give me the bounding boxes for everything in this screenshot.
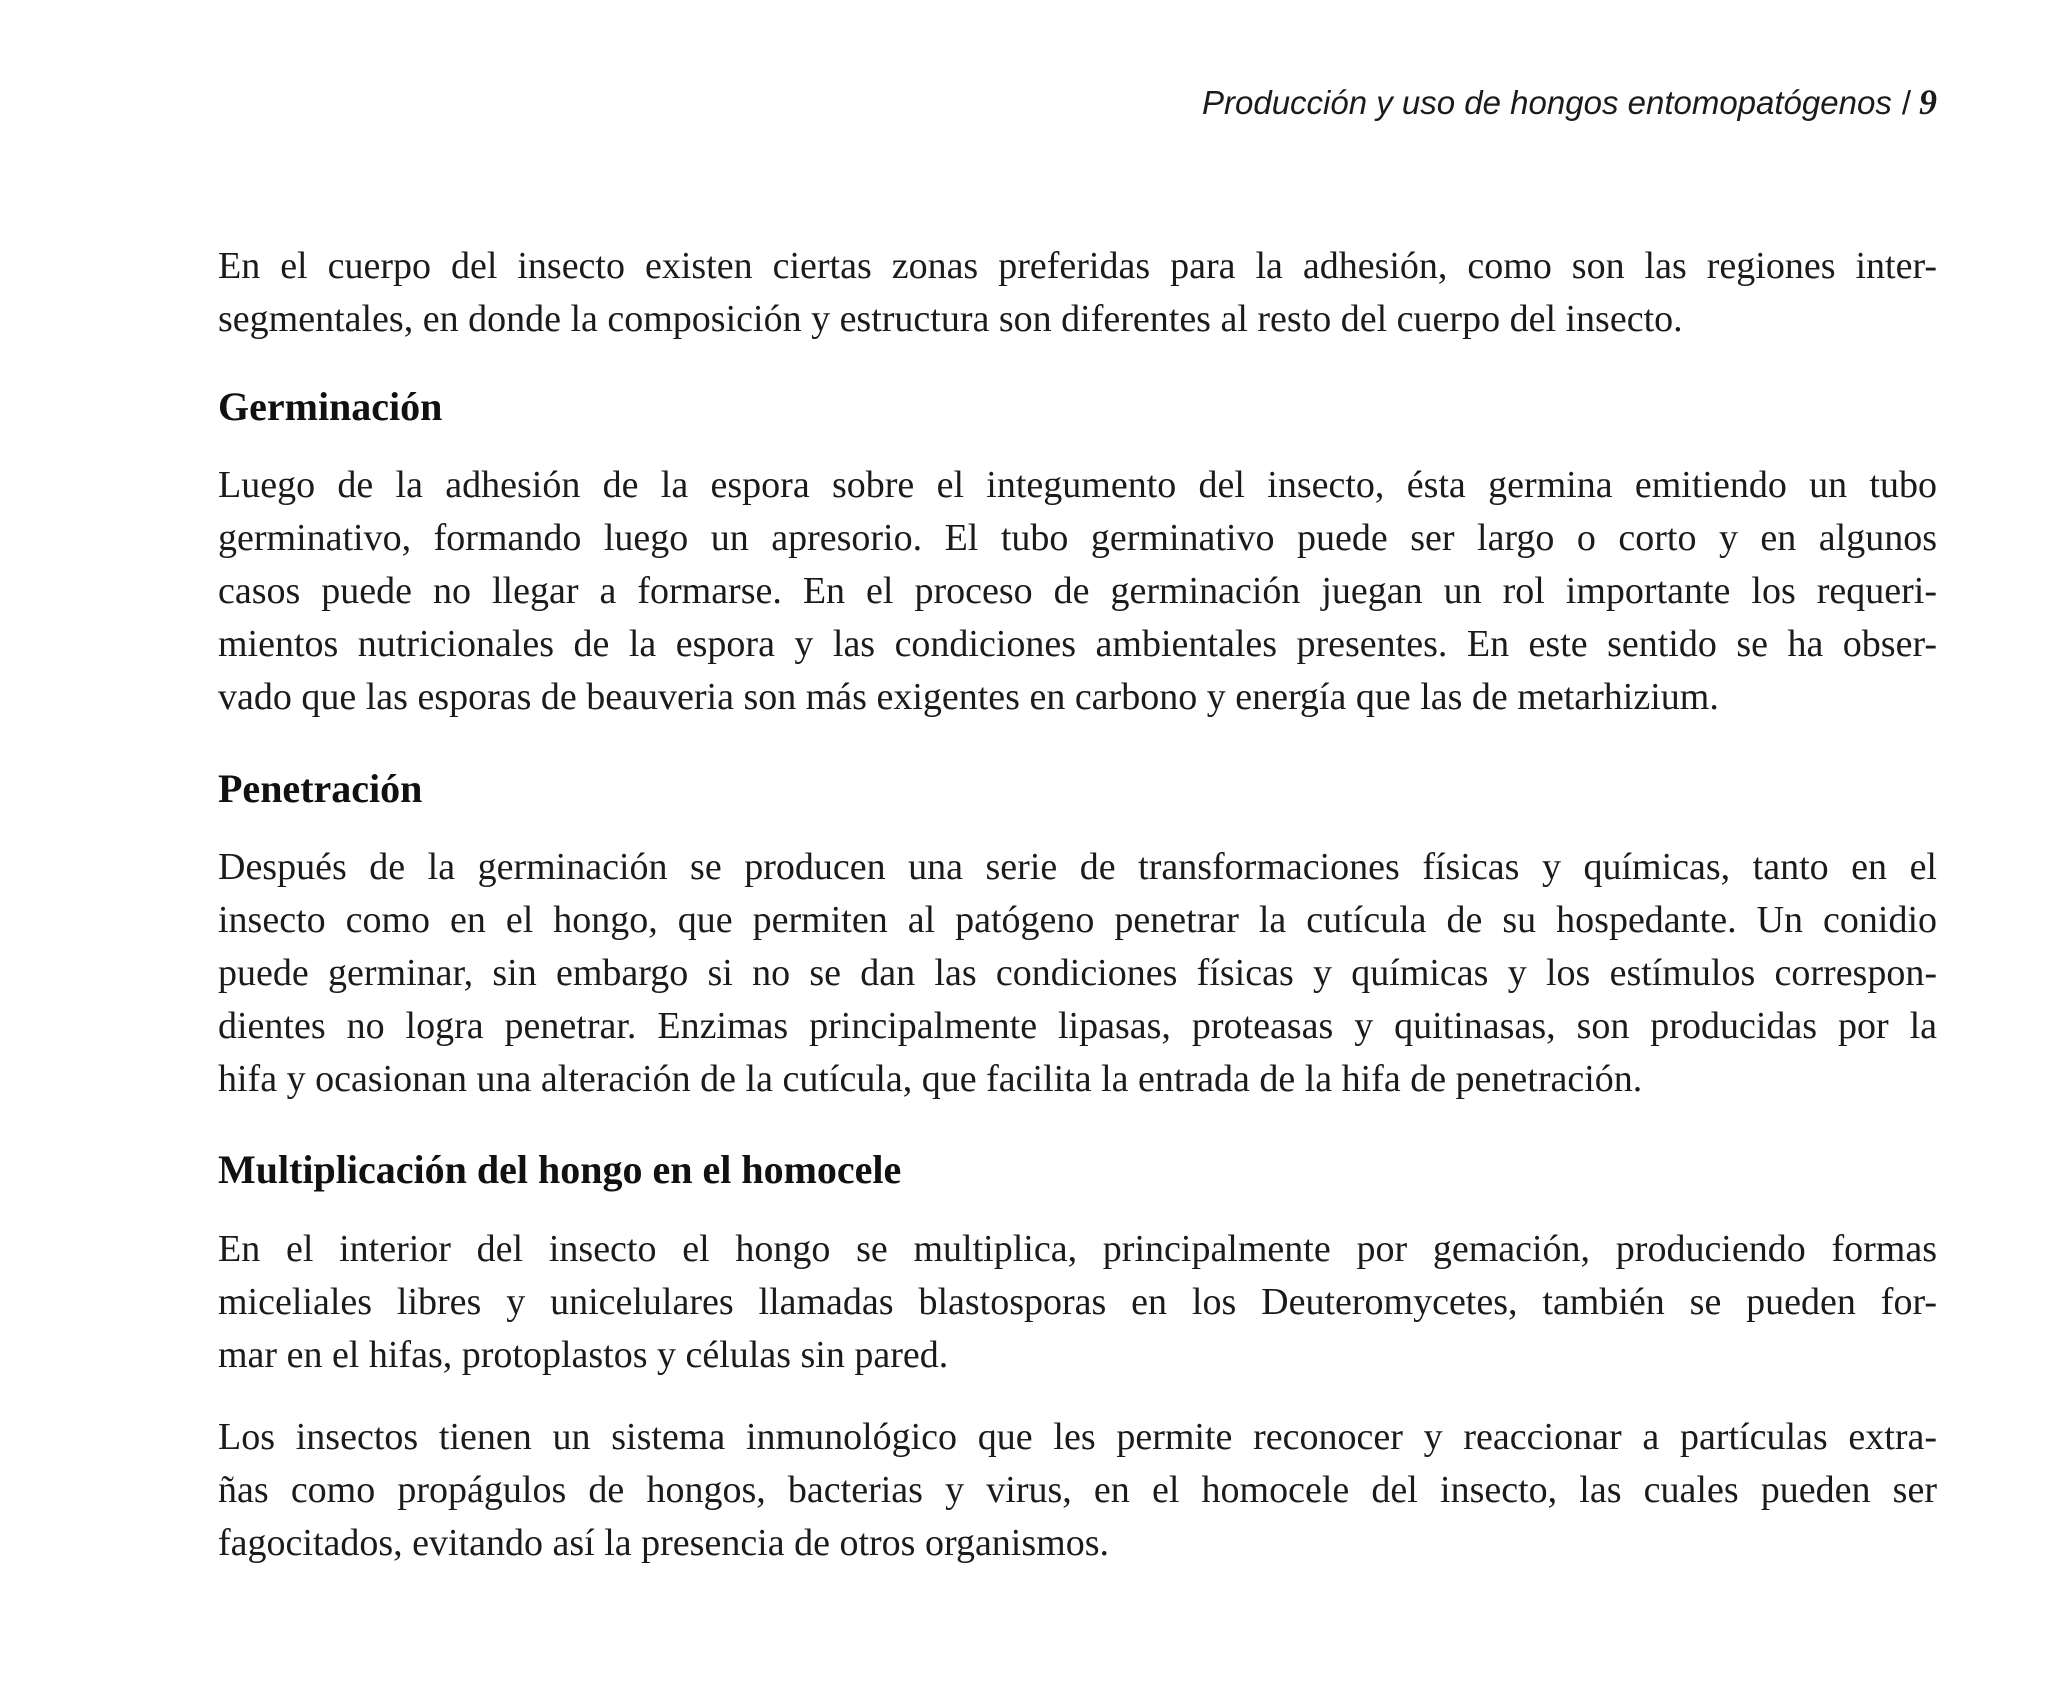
- text-line: segmentales, en donde la composición y estructura son diferentes al resto del cuerpo del insecto.: [218, 298, 1683, 340]
- header-separator: /: [1901, 84, 1911, 121]
- text-line: casos puede no llegar a formarse. En el proceso de germinación juegan un rol importante los requeri-: [218, 570, 1937, 612]
- section-heading: Penetración: [218, 766, 423, 811]
- running-title: Producción y uso de hongos entomopatógenos: [1202, 84, 1892, 121]
- text-line: ñas como propágulos de hongos, bacterias y virus, en el homocele del insecto, las cuales pueden ser: [218, 1469, 1937, 1511]
- section-heading: Germinación: [218, 384, 443, 429]
- germinacion-paragraph: [218, 459, 1937, 724]
- text-line: dientes no logra penetrar. Enzimas principalmente lipasas, proteasas y quitinasas, son producidas por la: [218, 1005, 1937, 1047]
- text-line: Los insectos tienen un sistema inmunológico que les permite reconocer y reaccionar a partículas extra-: [218, 1416, 1937, 1458]
- multiplicacion-paragraph-1: [218, 1223, 1937, 1382]
- section-heading: Multiplicación del hongo en el homocele: [218, 1147, 902, 1192]
- text-line: mientos nutricionales de la espora y las condiciones ambientales presentes. En este sentido se ha obser-: [218, 623, 1937, 665]
- text-line: germinativo, formando luego un apresorio. El tubo germinativo puede ser largo o corto y en algunos: [218, 517, 1937, 559]
- section-heading-penetracion: [218, 762, 1937, 816]
- text-line: Luego de la adhesión de la espora sobre el integumento del insecto, ésta germina emitiendo un tubo: [218, 464, 1937, 506]
- intro-paragraph: [218, 240, 1937, 346]
- multiplicacion-paragraph-2: [218, 1411, 1937, 1570]
- text-line: miceliales libres y unicelulares llamadas blastosporas en los Deuteromycetes, también se pueden for-: [218, 1281, 1937, 1323]
- penetracion-paragraph: [218, 841, 1937, 1106]
- page-number: 9: [1919, 82, 1937, 122]
- text-line: puede germinar, sin embargo si no se dan las condiciones físicas y químicas y los estímulos correspon-: [218, 952, 1937, 994]
- text-line: vado que las esporas de beauveria son más exigentes en carbono y energía que las de metarhizium.: [218, 676, 1719, 718]
- text-line: Después de la germinación se producen una serie de transformaciones físicas y químicas, tanto en el: [218, 846, 1937, 888]
- section-heading-multiplicacion: [218, 1143, 1937, 1197]
- section-heading-germinacion: [218, 380, 1937, 434]
- text-line: mar en el hifas, protoplastos y células sin pared.: [218, 1334, 949, 1376]
- text-line: hifa y ocasionan una alteración de la cutícula, que facilita la entrada de la hifa de penetración.: [218, 1058, 1643, 1100]
- text-line: En el cuerpo del insecto existen ciertas zonas preferidas para la adhesión, como son las regiones inter-: [218, 245, 1937, 287]
- text-line: insecto como en el hongo, que permiten al patógeno penetrar la cutícula de su hospedante. Un conidio: [218, 899, 1937, 941]
- text-line: fagocitados, evitando así la presencia de otros organismos.: [218, 1522, 1109, 1564]
- text-line: En el interior del insecto el hongo se multiplica, principalmente por gemación, produciendo formas: [218, 1228, 1937, 1270]
- running-header: [1202, 80, 1937, 124]
